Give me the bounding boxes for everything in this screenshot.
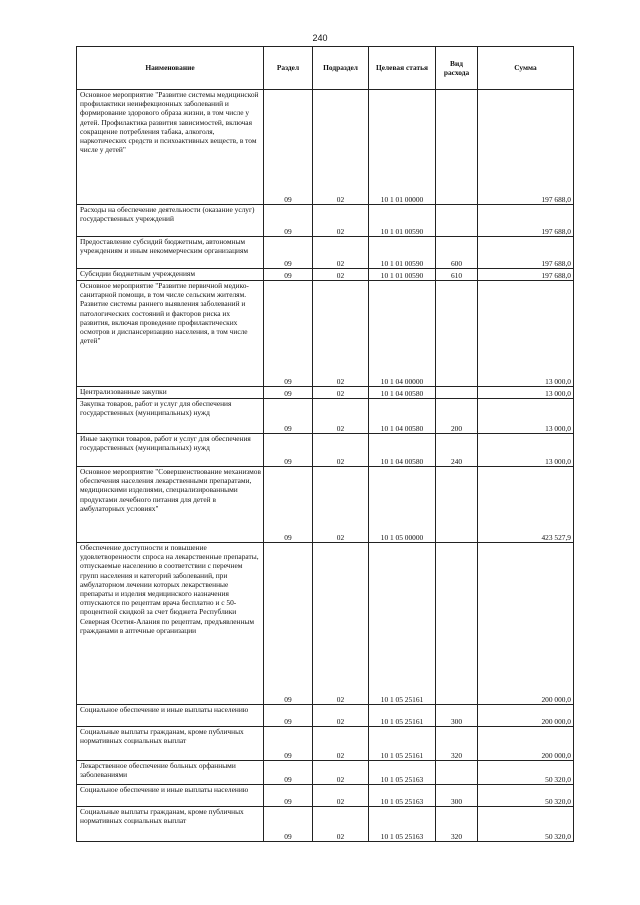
row-subsection: 02: [313, 269, 369, 281]
row-target: 10 1 05 25161: [369, 705, 436, 727]
row-target: 10 1 01 00590: [369, 205, 436, 237]
table-row: [77, 543, 574, 705]
row-expense-type: [436, 467, 478, 543]
row-name: Закупка товаров, работ и услуг для обеспечения государственных (муниципальных) нужд: [77, 399, 264, 434]
table-row: [77, 705, 574, 727]
row-expense-type: [436, 761, 478, 785]
table-row: [77, 281, 574, 387]
row-name: Обеспечение доступности и повышение удовлетворенности спроса на лекарственные препараты, отпускаемые населению в соответствии с перечнем групп населения и категорий заболеваний, при амбулаторном лечении которых лекарственные препараты и изделия медицинского назначения отпускаются по рецептам врача бесплатно и с 50-процентной скидкой за счет бюджета Республики Северная Осетия-Алания по рецептам, предъявленным гражданами в аптечные организации: [77, 543, 264, 705]
row-section: 09: [264, 434, 313, 467]
row-target: 10 1 05 25163: [369, 785, 436, 807]
row-expense-type: 300: [436, 705, 478, 727]
row-subsection: 02: [313, 205, 369, 237]
row-section: 09: [264, 205, 313, 237]
row-expense-type: 300: [436, 785, 478, 807]
row-section: 09: [264, 281, 313, 387]
table-row: [77, 467, 574, 543]
row-target: 10 1 05 25163: [369, 761, 436, 785]
row-name: Основное мероприятие "Развитие первичной медико-санитарной помощи, в том числе сельским жителям. Развитие системы раннего выявления заболеваний и патологических состояний и факторов риска их развития, включая проведение профилактических осмотров и диспансеризацию населения, в том числе детей": [77, 281, 264, 387]
row-subsection: 02: [313, 543, 369, 705]
row-target: 10 1 01 00590: [369, 269, 436, 281]
table-row: [77, 269, 574, 281]
row-sum: 13 000,0: [478, 434, 574, 467]
row-name: Лекарственное обеспечение больных орфанными заболеваниями: [77, 761, 264, 785]
row-target: 10 1 01 00000: [369, 90, 436, 205]
row-section: 09: [264, 387, 313, 399]
table-row: [77, 807, 574, 842]
table-row: [77, 90, 574, 205]
row-sum: 13 000,0: [478, 399, 574, 434]
row-sum: 13 000,0: [478, 387, 574, 399]
row-sum: 50 320,0: [478, 807, 574, 842]
row-name: Социальные выплаты гражданам, кроме публичных нормативных социальных выплат: [77, 727, 264, 761]
row-section: 09: [264, 90, 313, 205]
row-section: 09: [264, 399, 313, 434]
table-row: [77, 205, 574, 237]
row-name: Социальные выплаты гражданам, кроме публичных нормативных социальных выплат: [77, 807, 264, 842]
row-name: Субсидии бюджетным учреждениям: [77, 269, 264, 281]
row-expense-type: [436, 387, 478, 399]
row-subsection: 02: [313, 467, 369, 543]
row-name: Социальное обеспечение и иные выплаты населению: [77, 785, 264, 807]
row-expense-type: 240: [436, 434, 478, 467]
header-section: Раздел: [264, 47, 313, 90]
row-section: 09: [264, 543, 313, 705]
row-name: Централизованные закупки: [77, 387, 264, 399]
row-subsection: 02: [313, 237, 369, 269]
table-row: [77, 727, 574, 761]
row-expense-type: [436, 543, 478, 705]
header-target: Целевая статья: [369, 47, 436, 90]
row-sum: 197 688,0: [478, 90, 574, 205]
row-sum: 13 000,0: [478, 281, 574, 387]
budget-table: [76, 46, 574, 842]
row-sum: 197 688,0: [478, 237, 574, 269]
row-name: Основное мероприятие "Совершенствование механизмов обеспечения населения лекарственными препаратами, медицинскими изделиями, специализированными продуктами лечебного питания для детей в амбулаторных условиях": [77, 467, 264, 543]
row-sum: 200 000,0: [478, 543, 574, 705]
row-sum: 200 000,0: [478, 727, 574, 761]
row-target: 10 1 04 00580: [369, 387, 436, 399]
row-sum: 197 688,0: [478, 269, 574, 281]
row-target: 10 1 04 00580: [369, 434, 436, 467]
row-name: Социальное обеспечение и иные выплаты населению: [77, 705, 264, 727]
header-expense-type: Вид расхода: [436, 47, 478, 90]
row-section: 09: [264, 705, 313, 727]
table-row: [77, 785, 574, 807]
table-row: [77, 237, 574, 269]
row-sum: 50 320,0: [478, 785, 574, 807]
table-row: [77, 399, 574, 434]
row-subsection: 02: [313, 727, 369, 761]
row-target: 10 1 05 25161: [369, 727, 436, 761]
row-target: 10 1 05 25163: [369, 807, 436, 842]
header-name: Наименование: [77, 47, 264, 90]
row-name: Расходы на обеспечение деятельности (оказание услуг) государственных учреждений: [77, 205, 264, 237]
row-subsection: 02: [313, 90, 369, 205]
row-section: 09: [264, 467, 313, 543]
row-target: 10 1 05 25161: [369, 543, 436, 705]
row-name: Иные закупки товаров, работ и услуг для обеспечения государственных (муниципальных) нужд: [77, 434, 264, 467]
row-name: Основное мероприятие "Развитие системы медицинской профилактики неинфекционных заболеваний и формирование здорового образа жизни, в том числе у детей. Профилактика развития зависимостей, включая сокращение потребления табака, алкоголя, наркотических средств и психоактивных веществ, в том числе у детей": [77, 90, 264, 205]
row-expense-type: 600: [436, 237, 478, 269]
row-expense-type: 320: [436, 807, 478, 842]
row-expense-type: 610: [436, 269, 478, 281]
table-row: [77, 434, 574, 467]
row-target: 10 1 04 00000: [369, 281, 436, 387]
row-target: 10 1 01 00590: [369, 237, 436, 269]
row-expense-type: [436, 205, 478, 237]
row-subsection: 02: [313, 785, 369, 807]
row-section: 09: [264, 237, 313, 269]
row-subsection: 02: [313, 807, 369, 842]
row-expense-type: [436, 90, 478, 205]
row-subsection: 02: [313, 387, 369, 399]
row-expense-type: 320: [436, 727, 478, 761]
table-row: [77, 761, 574, 785]
header-sum: Сумма: [478, 47, 574, 90]
row-subsection: 02: [313, 705, 369, 727]
row-subsection: 02: [313, 399, 369, 434]
row-subsection: 02: [313, 281, 369, 387]
row-subsection: 02: [313, 434, 369, 467]
row-subsection: 02: [313, 761, 369, 785]
row-name: Предоставление субсидий бюджетным, автономным учреждениям и иным некоммерческим организациям: [77, 237, 264, 269]
table-row: [77, 387, 574, 399]
row-target: 10 1 04 00580: [369, 399, 436, 434]
row-expense-type: 200: [436, 399, 478, 434]
row-sum: 423 527,9: [478, 467, 574, 543]
header-subsection: Подраздел: [313, 47, 369, 90]
row-section: 09: [264, 785, 313, 807]
page-number: 240: [312, 33, 328, 43]
row-section: 09: [264, 807, 313, 842]
row-sum: 200 000,0: [478, 705, 574, 727]
row-section: 09: [264, 761, 313, 785]
row-sum: 197 688,0: [478, 205, 574, 237]
row-section: 09: [264, 269, 313, 281]
row-expense-type: [436, 281, 478, 387]
table-header-row: [77, 47, 574, 90]
row-sum: 50 320,0: [478, 761, 574, 785]
row-section: 09: [264, 727, 313, 761]
row-target: 10 1 05 00000: [369, 467, 436, 543]
